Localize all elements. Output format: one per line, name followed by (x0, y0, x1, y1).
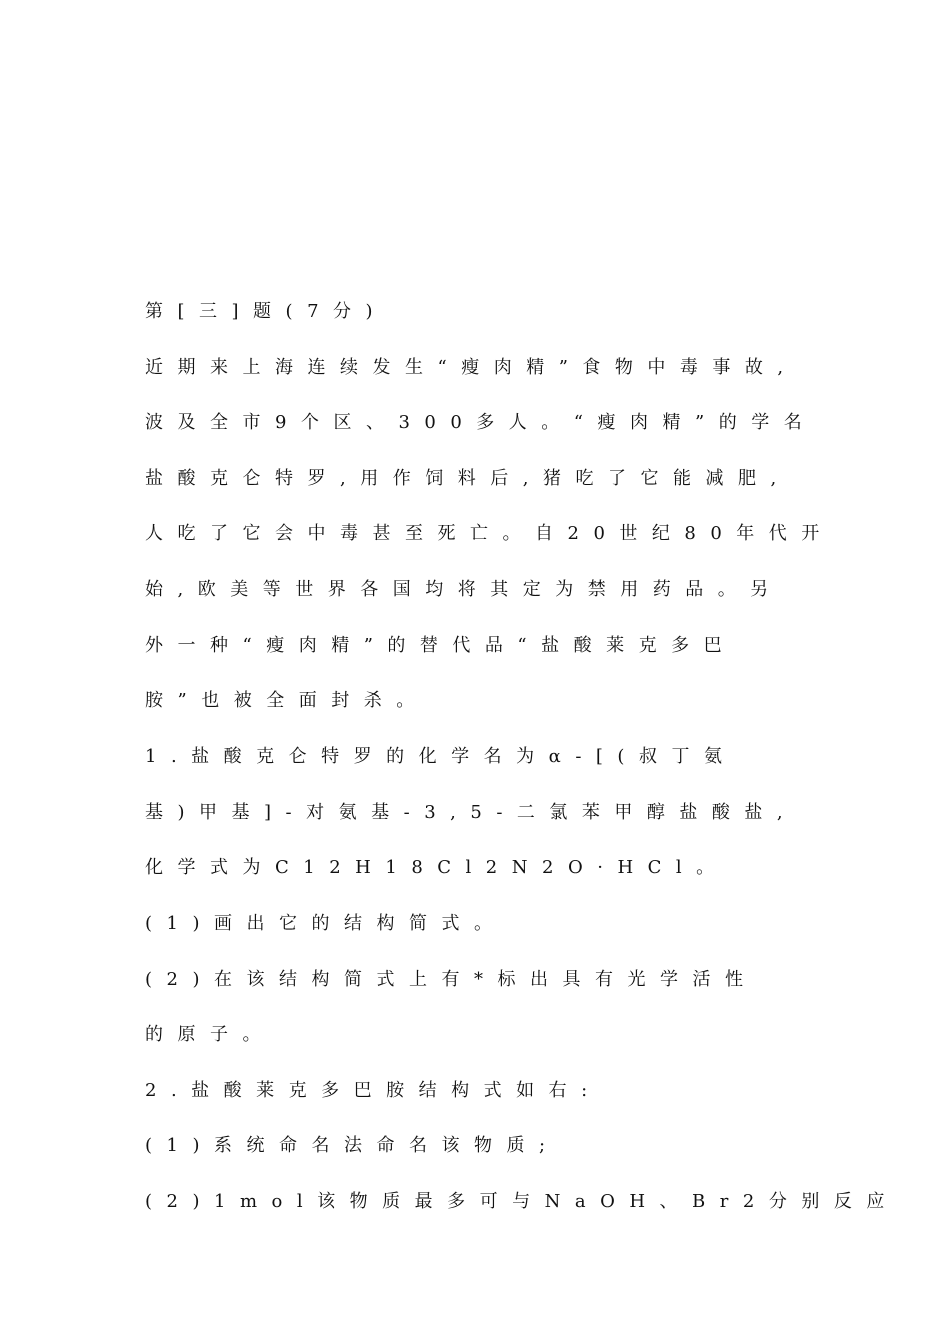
subquestion-1-2-line: 的原子。 (145, 1024, 275, 1045)
paragraph-line: 外一种“瘦肉精”的替代品“盐酸莱克多巴 (145, 635, 737, 656)
paragraph-line: 始,欧美等世界各国均将其定为禁用药品。另 (145, 579, 783, 600)
chemical-formula-line: 化学式为C12H18Cl2N2O·HCl。 (145, 857, 729, 878)
paragraph-line: 胺”也被全面封杀。 (145, 690, 429, 711)
subquestion-2-1: (1)系统命名法命名该物质; (145, 1135, 560, 1156)
subquestion-2: 2.盐酸莱克多巴胺结构式如右: (145, 1080, 602, 1101)
subquestion-1-1: (1)画出它的结构简式。 (145, 913, 507, 934)
paragraph-line: 波及全市9个区、300多人。“瘦肉精”的学名 (145, 412, 817, 433)
question-heading: 第[三]题(7分) (145, 301, 388, 322)
subquestion-1-2: (2)在该结构简式上有*标出具有光学活性 (145, 969, 758, 990)
subquestion-2-2: (2)1mol该物质最多可与NaOH、Br2分别反应 (145, 1191, 899, 1212)
subquestion-1: 1.盐酸克仑特罗的化学名为α-[(叔丁氨 (145, 746, 737, 767)
paragraph-line: 近期来上海连续发生“瘦肉精”食物中毒事故, (145, 357, 798, 378)
paragraph-line: 人吃了它会中毒甚至死亡。自20世纪80年代开 (145, 523, 834, 544)
subquestion-1-line: 基)甲基]-对氨基-3,5-二氯苯甲醇盐酸盐, (145, 802, 798, 823)
paragraph-line: 盐酸克仑特罗,用作饲料后,猪吃了它能减肥, (145, 468, 791, 489)
